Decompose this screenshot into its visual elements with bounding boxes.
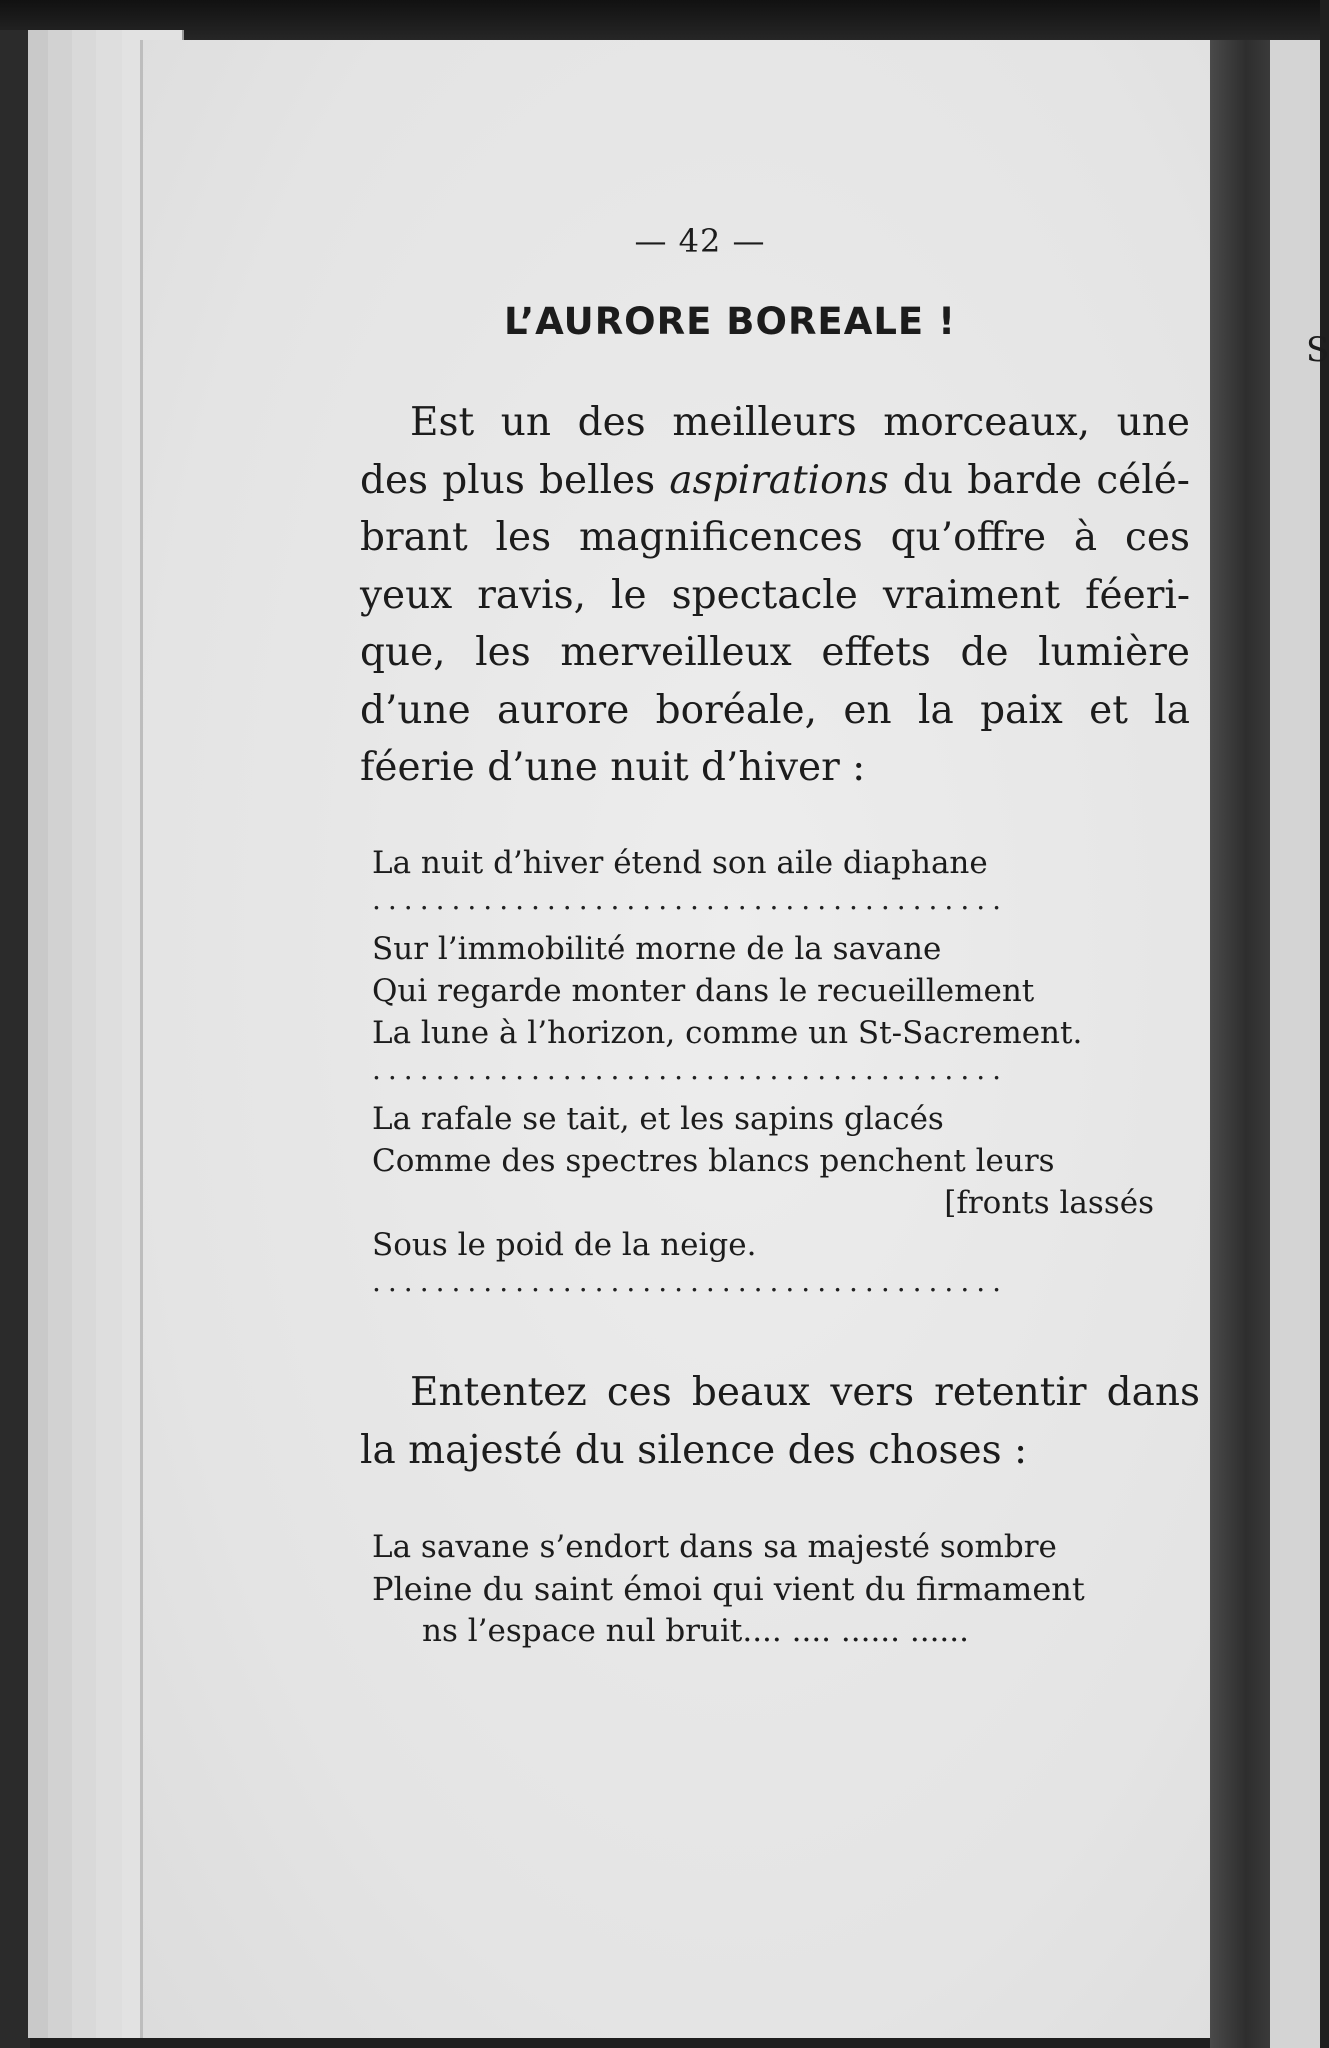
verse-line: Sur l’immobilité morne de la savane (372, 931, 942, 967)
intro-line: d’une aurore boréale, en la paix et la (360, 687, 1190, 733)
middle-paragraph (360, 1364, 1200, 1479)
verse-line: La rafale se tait, et les sapins glacés (372, 1101, 944, 1137)
intro-line: féerie d’une nuit d’hiver : (360, 745, 866, 790)
intro-paragraph (360, 394, 1190, 797)
intro-line: que, les merveilleux effets de lumière (360, 630, 1190, 675)
ellipsis-dots: ........................................ (372, 1265, 1009, 1298)
middle-line: Ententez ces beaux vers retentir dans (410, 1370, 1200, 1415)
poem-excerpt-1 (372, 842, 1192, 1298)
page-number: — 42 — (634, 222, 766, 260)
verse-line: Comme des spectres blancs penchent leurs (372, 1143, 1055, 1179)
verse-line: Sous le poid de la neige. (372, 1227, 757, 1263)
scan-left-shadow (0, 30, 30, 2048)
book-gutter (1210, 40, 1270, 2048)
poem-excerpt-2 (372, 1526, 1212, 1652)
verse-continuation: [fronts lassés (944, 1185, 1154, 1221)
intro-line: yeux ravis, le spectacle vraiment féeri- (360, 572, 1190, 618)
verse-line: Pleine du saint émoi qui vient du firmament (372, 1570, 1085, 1608)
verse-line: Qui regarde monter dans le recueillement (372, 973, 1035, 1009)
next-page-glyph: S (1306, 330, 1329, 370)
italic-word: aspirations (669, 457, 889, 503)
verse-line: La nuit d’hiver étend son aile diaphane (372, 845, 988, 881)
intro-line: brant les magnificences qu’offre à ces (360, 515, 1190, 560)
intro-line: Est un des meilleurs morceaux, une (410, 400, 1190, 445)
verse-line: La savane s’endort dans sa majesté sombre (372, 1529, 1057, 1565)
verse-line: La lune à l’horizon, comme un St-Sacrement. (372, 1015, 1083, 1051)
middle-line: la majesté du silence des choses : (360, 1427, 1028, 1473)
chapter-title: L’AURORE BOREALE ! (504, 300, 956, 343)
ellipsis-dots: ........................................ (372, 883, 1009, 916)
intro-line: des plus belles aspirations du barde célé- (360, 457, 1190, 503)
ellipsis-dots: ........................................ (372, 1053, 1009, 1086)
verse-line: ns l’espace nul bruit.... .... ...... ...... (422, 1613, 969, 1649)
